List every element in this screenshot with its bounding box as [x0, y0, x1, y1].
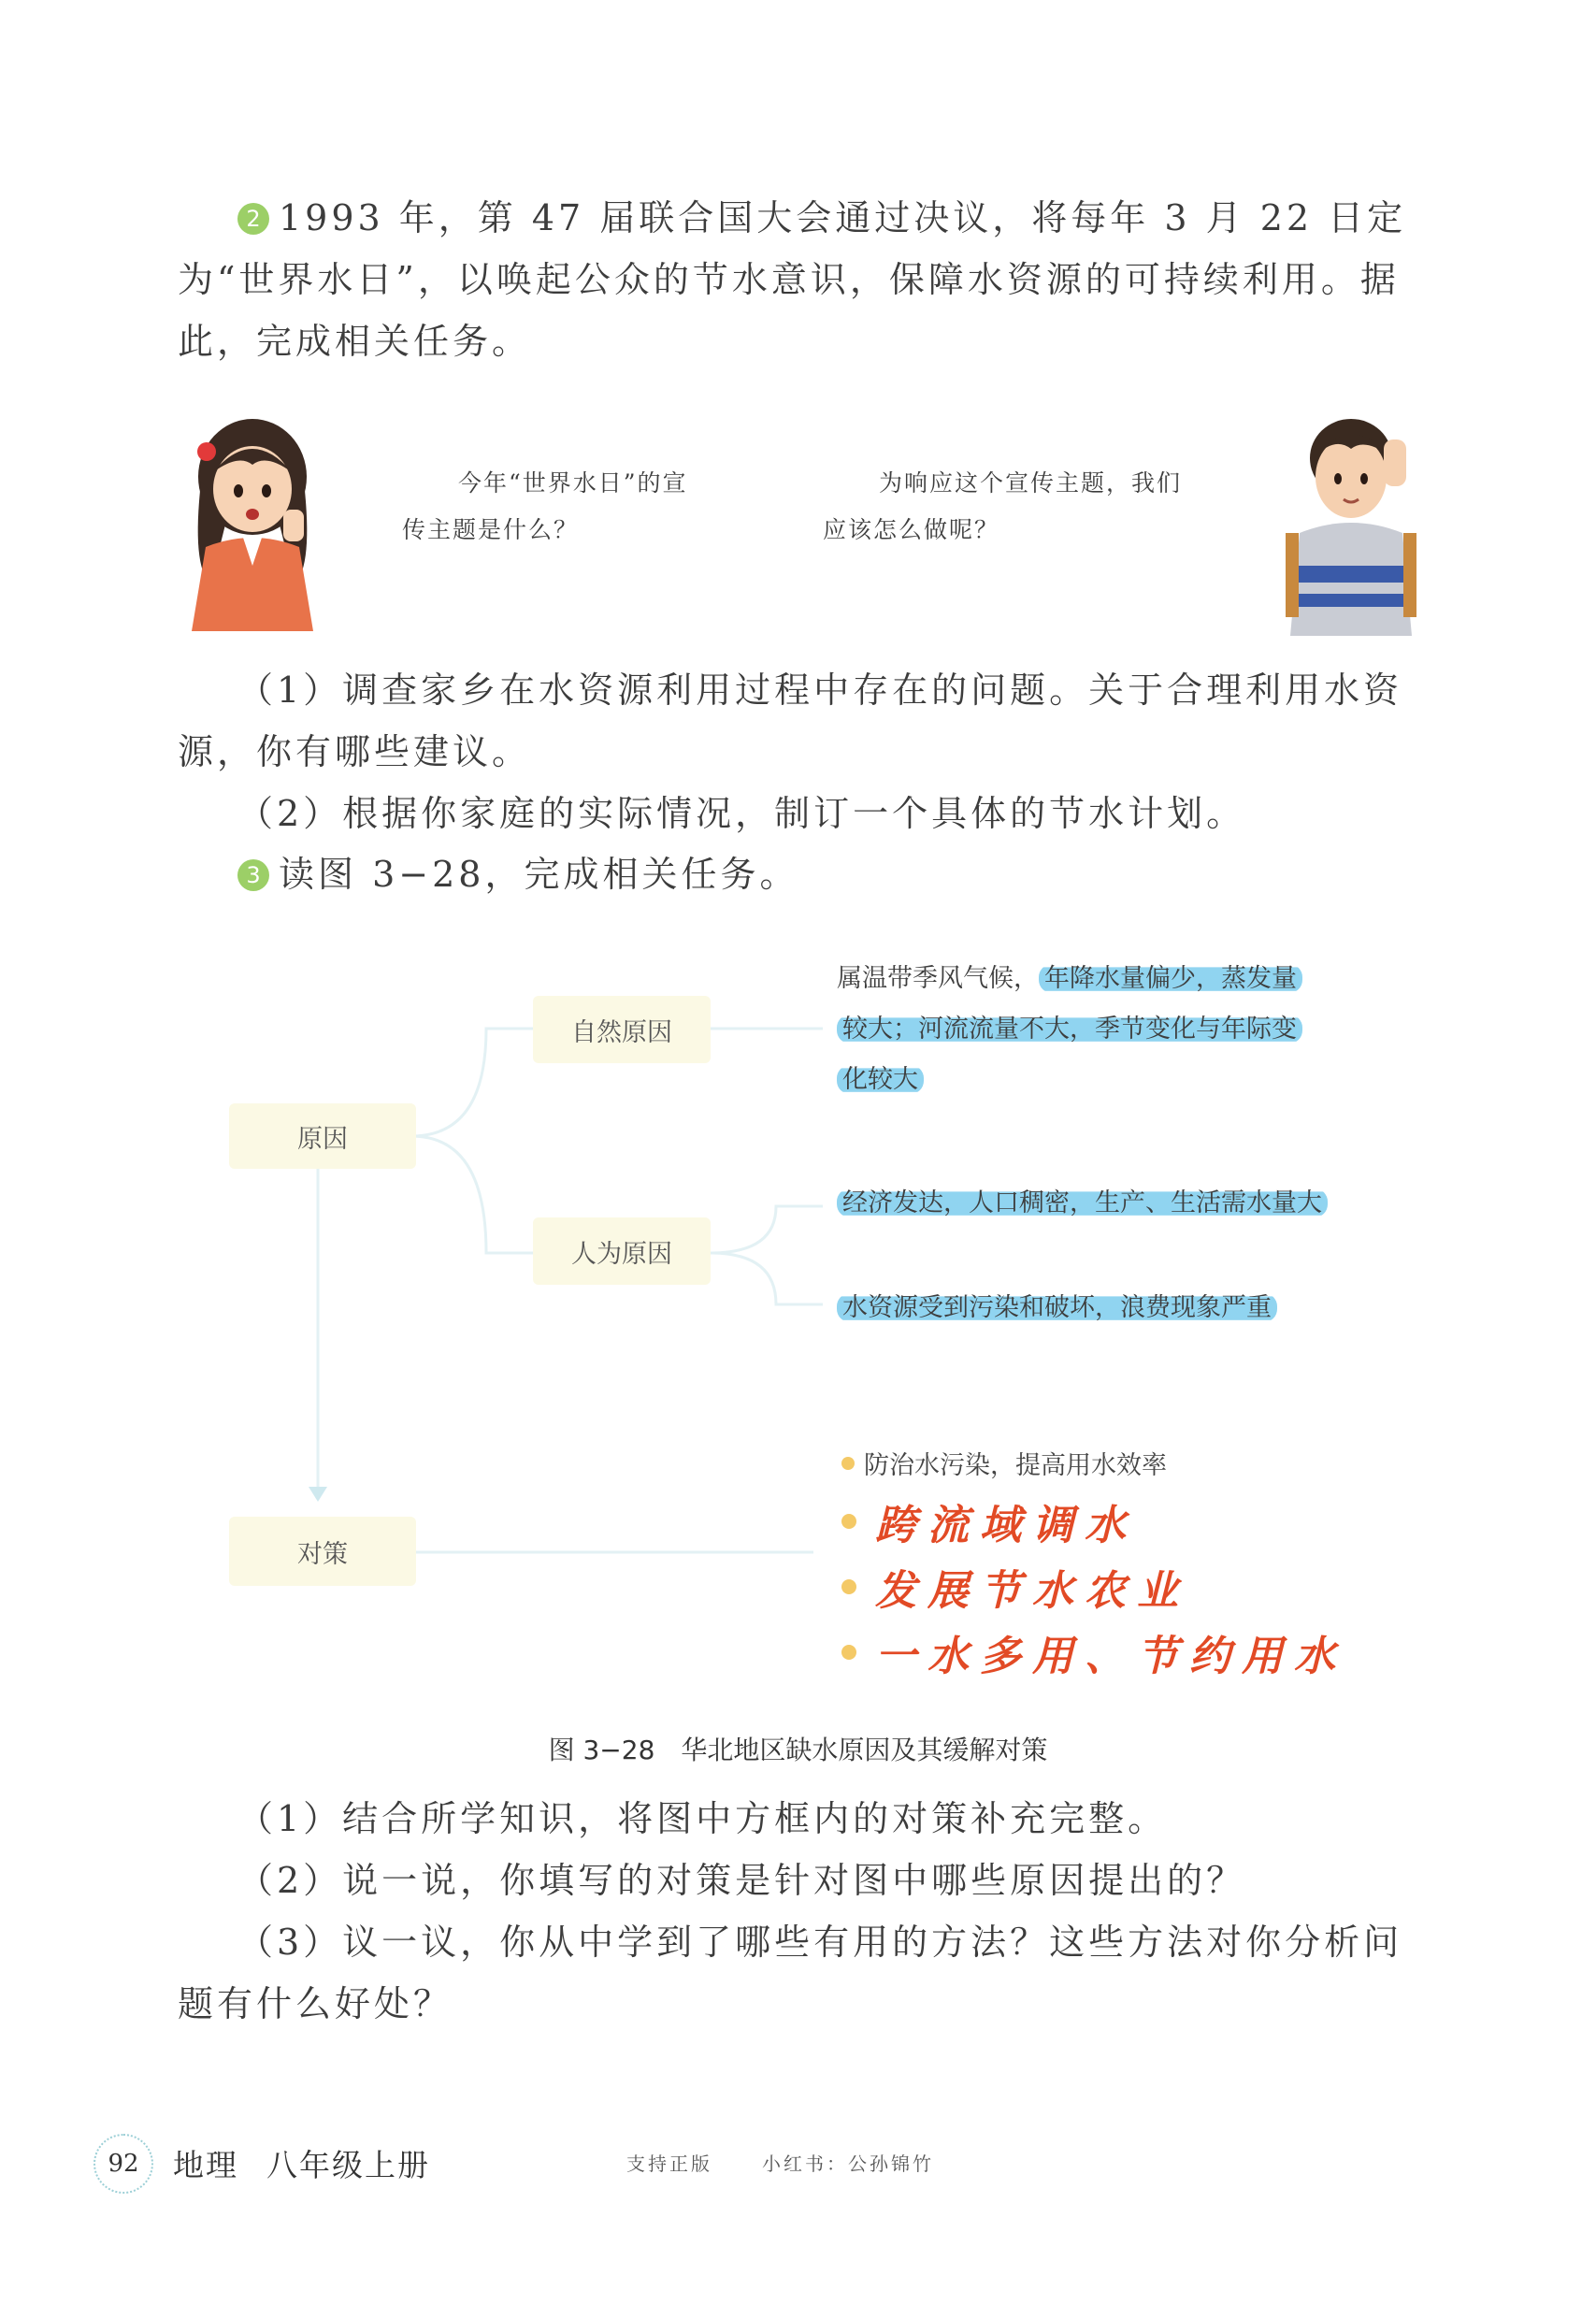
figure-number: 图 3−28 [548, 1735, 655, 1765]
task-2-1: （1）调查家乡在水资源利用过程中存在的问题。关于合理利用水资源，你有哪些建议。 [178, 670, 1403, 772]
figure-caption [0, 1730, 1596, 1767]
girl-speech-line1: 今年“世界水日”的宣 [458, 469, 688, 497]
natural-cause-box: 自然原因 [533, 996, 711, 1063]
connector-human-detail1 [711, 1206, 823, 1253]
bullet-dot [841, 1645, 856, 1660]
subject-label: 地理 [173, 2147, 238, 2183]
figure-title: 华北地区缺水原因及其缓解对策 [681, 1735, 1048, 1765]
strategy-handwritten-2 [841, 1557, 1189, 1617]
natural-cause-plain: 属温带季风气候， [837, 964, 1039, 993]
countermeasure-box: 对策 [229, 1517, 416, 1586]
connector-cause-natural [411, 1029, 533, 1136]
girl-speech-line2: 传主题是什么？ [402, 516, 580, 543]
boy-speech-line2: 应该怎么做呢？ [823, 516, 1000, 543]
human-cause-highlight-2: 水资源受到污染和破坏，浪费现象严重 [837, 1293, 1277, 1322]
cause-box: 原因 [229, 1103, 416, 1169]
strategy-handwritten-1-text: 跨流域调水 [875, 1502, 1137, 1549]
exercise-number-badge: 2 [237, 203, 269, 235]
exercise-2-text: 1993 年，第 47 届联合国大会通过决议，将每年 3 月 22 日定为“世界水日”，以唤起公众的节水意识，保障水资源的可持续利用。据此，完成相关任务。 [178, 197, 1407, 362]
arrow-head [309, 1487, 327, 1502]
natural-cause-detail [837, 954, 1398, 1105]
task-3-1: （1）结合所学知识，将图中方框内的对策补充完整。 [237, 1798, 1168, 1839]
human-cause-detail-1 [837, 1178, 1328, 1229]
task-2-2: （2）根据你家庭的实际情况，制订一个具体的节水计划。 [237, 793, 1246, 834]
grade-label: 八年级上册 [266, 2147, 430, 2183]
watermark-1: 支持正版 [626, 2153, 712, 2175]
task-3-3: （3）议一议，你从中学到了哪些有用的方法？这些方法对你分析问题有什么好处？ [178, 1922, 1403, 2024]
bullet-dot [841, 1579, 856, 1594]
human-cause-box: 人为原因 [533, 1217, 711, 1285]
exercise-number-badge: 3 [237, 859, 269, 891]
boy-speech-line1: 为响应这个宣传主题，我们 [879, 469, 1183, 497]
strategy-printed-text: 防治水污染，提高用水效率 [864, 1451, 1167, 1480]
exercise-3-text: 读图 3−28，完成相关任务。 [279, 854, 799, 895]
bullet-dot [841, 1457, 855, 1470]
strategy-handwritten-1 [841, 1491, 1137, 1551]
strategy-printed [841, 1445, 1167, 1481]
strategy-handwritten-3-text: 一水多用、节约用水 [875, 1633, 1346, 1680]
task-3-2: （2）说一说，你填写的对策是针对图中哪些原因提出的？ [237, 1860, 1246, 1901]
page-number: 92 [93, 2134, 153, 2194]
bullet-dot [841, 1514, 856, 1529]
natural-cause-highlight-2: 较大；河流流量不大，季节变化与年际变 [837, 1015, 1302, 1044]
book-title [173, 2141, 430, 2185]
watermark-2: 小红书：公孙锦竹 [762, 2153, 934, 2175]
strategy-handwritten-2-text: 发展节水农业 [875, 1567, 1189, 1615]
human-cause-highlight-1: 经济发达，人口稠密，生产、生活需水量大 [837, 1188, 1328, 1217]
connector-human-detail2 [711, 1253, 823, 1304]
natural-cause-highlight-3: 化较大 [837, 1065, 924, 1094]
natural-cause-highlight-1: 年降水量偏少，蒸发量 [1039, 964, 1302, 993]
human-cause-detail-2 [837, 1283, 1277, 1333]
connector-cause-human [411, 1136, 533, 1253]
strategy-handwritten-3 [841, 1622, 1346, 1682]
